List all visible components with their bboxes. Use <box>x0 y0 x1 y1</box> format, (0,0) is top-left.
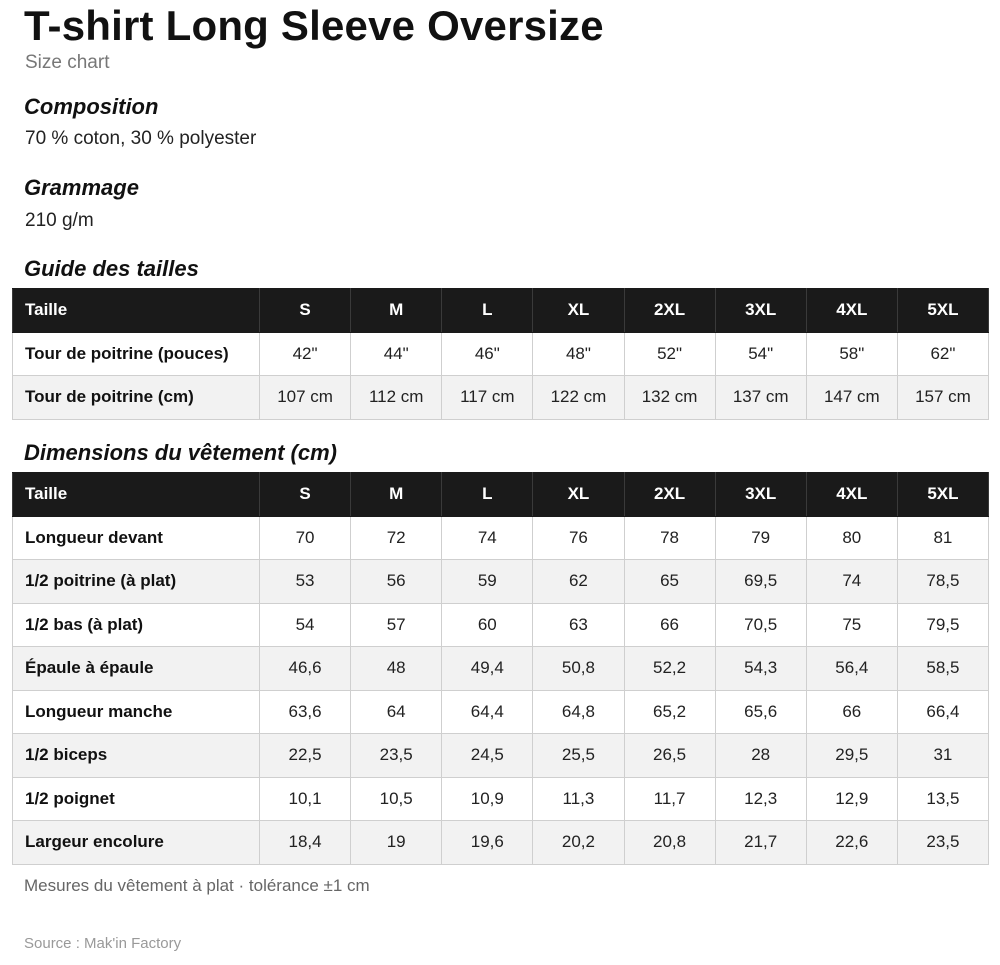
table-cell: 56 <box>351 560 442 604</box>
table-cell: 10,9 <box>442 777 533 821</box>
table-cell: 62" <box>897 332 988 376</box>
table-cell: 66 <box>624 603 715 647</box>
column-header-size-label: Taille <box>13 473 260 517</box>
table-cell: 81 <box>897 516 988 560</box>
table-row <box>13 603 989 647</box>
table-cell: 59 <box>442 560 533 604</box>
row-label: Tour de poitrine (pouces) <box>13 332 260 376</box>
size-guide-body <box>13 332 989 419</box>
dimensions-body <box>13 516 989 864</box>
table-cell: 24,5 <box>442 734 533 778</box>
table-cell: 49,4 <box>442 647 533 691</box>
table-cell: 132 cm <box>624 376 715 420</box>
row-label: Largeur encolure <box>13 821 260 865</box>
dimensions-header-row <box>13 473 989 517</box>
table-row <box>13 734 989 778</box>
table-cell: 46" <box>442 332 533 376</box>
dimensions-table <box>12 472 989 865</box>
table-cell: 22,5 <box>260 734 351 778</box>
table-cell: 19 <box>351 821 442 865</box>
table-row <box>13 647 989 691</box>
table-cell: 65,6 <box>715 690 806 734</box>
grammage-heading: Grammage <box>24 175 139 200</box>
page-title: T-shirt Long Sleeve Oversize <box>24 2 604 49</box>
table-cell: 54" <box>715 332 806 376</box>
table-cell: 70 <box>260 516 351 560</box>
table-row <box>13 376 989 420</box>
table-cell: 66,4 <box>897 690 988 734</box>
column-header-size: M <box>351 289 442 333</box>
table-cell: 75 <box>806 603 897 647</box>
table-cell: 11,3 <box>533 777 624 821</box>
table-row <box>13 560 989 604</box>
table-cell: 13,5 <box>897 777 988 821</box>
table-cell: 52" <box>624 332 715 376</box>
table-cell: 60 <box>442 603 533 647</box>
table-cell: 10,1 <box>260 777 351 821</box>
table-cell: 63,6 <box>260 690 351 734</box>
table-cell: 117 cm <box>442 376 533 420</box>
table-cell: 66 <box>806 690 897 734</box>
column-header-size: 2XL <box>624 289 715 333</box>
column-header-size: S <box>260 289 351 333</box>
table-row <box>13 690 989 734</box>
table-row <box>13 332 989 376</box>
table-cell: 74 <box>806 560 897 604</box>
table-cell: 12,3 <box>715 777 806 821</box>
table-cell: 46,6 <box>260 647 351 691</box>
table-cell: 31 <box>897 734 988 778</box>
table-cell: 65,2 <box>624 690 715 734</box>
column-header-size: L <box>442 289 533 333</box>
table-cell: 20,8 <box>624 821 715 865</box>
row-label: Épaule à épaule <box>13 647 260 691</box>
table-cell: 64,8 <box>533 690 624 734</box>
table-cell: 62 <box>533 560 624 604</box>
table-cell: 70,5 <box>715 603 806 647</box>
table-cell: 65 <box>624 560 715 604</box>
table-cell: 64 <box>351 690 442 734</box>
table-cell: 48" <box>533 332 624 376</box>
table-cell: 26,5 <box>624 734 715 778</box>
row-label: Longueur devant <box>13 516 260 560</box>
column-header-size: 4XL <box>806 289 897 333</box>
table-cell: 53 <box>260 560 351 604</box>
grammage-value: 210 g/m <box>25 210 94 231</box>
table-cell: 23,5 <box>897 821 988 865</box>
column-header-size: 3XL <box>715 289 806 333</box>
table-cell: 79 <box>715 516 806 560</box>
row-label: Longueur manche <box>13 690 260 734</box>
table-cell: 19,6 <box>442 821 533 865</box>
table-cell: 21,7 <box>715 821 806 865</box>
table-cell: 50,8 <box>533 647 624 691</box>
table-cell: 122 cm <box>533 376 624 420</box>
size-guide-heading: Guide des tailles <box>24 256 199 281</box>
dimensions-heading: Dimensions du vêtement (cm) <box>24 440 337 465</box>
table-cell: 137 cm <box>715 376 806 420</box>
table-cell: 80 <box>806 516 897 560</box>
table-cell: 69,5 <box>715 560 806 604</box>
table-cell: 76 <box>533 516 624 560</box>
column-header-size: 4XL <box>806 473 897 517</box>
table-cell: 112 cm <box>351 376 442 420</box>
row-label: 1/2 bas (à plat) <box>13 603 260 647</box>
table-cell: 11,7 <box>624 777 715 821</box>
row-label: Tour de poitrine (cm) <box>13 376 260 420</box>
table-cell: 18,4 <box>260 821 351 865</box>
column-header-size: 5XL <box>897 473 988 517</box>
column-header-size: S <box>260 473 351 517</box>
row-label: 1/2 poitrine (à plat) <box>13 560 260 604</box>
table-header-row <box>13 289 989 333</box>
row-label: 1/2 biceps <box>13 734 260 778</box>
table-cell: 57 <box>351 603 442 647</box>
table-cell: 42" <box>260 332 351 376</box>
table-cell: 29,5 <box>806 734 897 778</box>
table-row <box>13 516 989 560</box>
column-header-size: XL <box>533 289 624 333</box>
table-cell: 79,5 <box>897 603 988 647</box>
column-header-size: 3XL <box>715 473 806 517</box>
table-cell: 20,2 <box>533 821 624 865</box>
table-cell: 54,3 <box>715 647 806 691</box>
measurement-note: Mesures du vêtement à plat · tolérance ±1 cm <box>24 876 370 895</box>
row-label: 1/2 poignet <box>13 777 260 821</box>
table-cell: 147 cm <box>806 376 897 420</box>
table-cell: 107 cm <box>260 376 351 420</box>
column-header-size: L <box>442 473 533 517</box>
column-header-size: M <box>351 473 442 517</box>
table-cell: 78,5 <box>897 560 988 604</box>
table-cell: 56,4 <box>806 647 897 691</box>
table-cell: 25,5 <box>533 734 624 778</box>
table-cell: 12,9 <box>806 777 897 821</box>
column-header-size-label: Taille <box>13 289 260 333</box>
table-cell: 58" <box>806 332 897 376</box>
column-header-size: 5XL <box>897 289 988 333</box>
table-row <box>13 777 989 821</box>
table-cell: 48 <box>351 647 442 691</box>
table-cell: 64,4 <box>442 690 533 734</box>
size-guide-header-row <box>13 289 989 333</box>
table-cell: 78 <box>624 516 715 560</box>
table-row <box>13 821 989 865</box>
table-cell: 54 <box>260 603 351 647</box>
table-cell: 72 <box>351 516 442 560</box>
composition-value: 70 % coton, 30 % polyester <box>25 128 257 149</box>
table-cell: 58,5 <box>897 647 988 691</box>
table-cell: 22,6 <box>806 821 897 865</box>
column-header-size: 2XL <box>624 473 715 517</box>
table-cell: 74 <box>442 516 533 560</box>
source-credit: Source : Mak'in Factory <box>24 935 182 952</box>
table-cell: 63 <box>533 603 624 647</box>
table-cell: 44" <box>351 332 442 376</box>
size-guide-table <box>12 288 989 420</box>
table-cell: 157 cm <box>897 376 988 420</box>
composition-heading: Composition <box>24 94 159 119</box>
table-cell: 10,5 <box>351 777 442 821</box>
table-cell: 28 <box>715 734 806 778</box>
column-header-size: XL <box>533 473 624 517</box>
page-subtitle: Size chart <box>25 52 110 73</box>
table-header-row <box>13 473 989 517</box>
table-cell: 52,2 <box>624 647 715 691</box>
table-cell: 23,5 <box>351 734 442 778</box>
